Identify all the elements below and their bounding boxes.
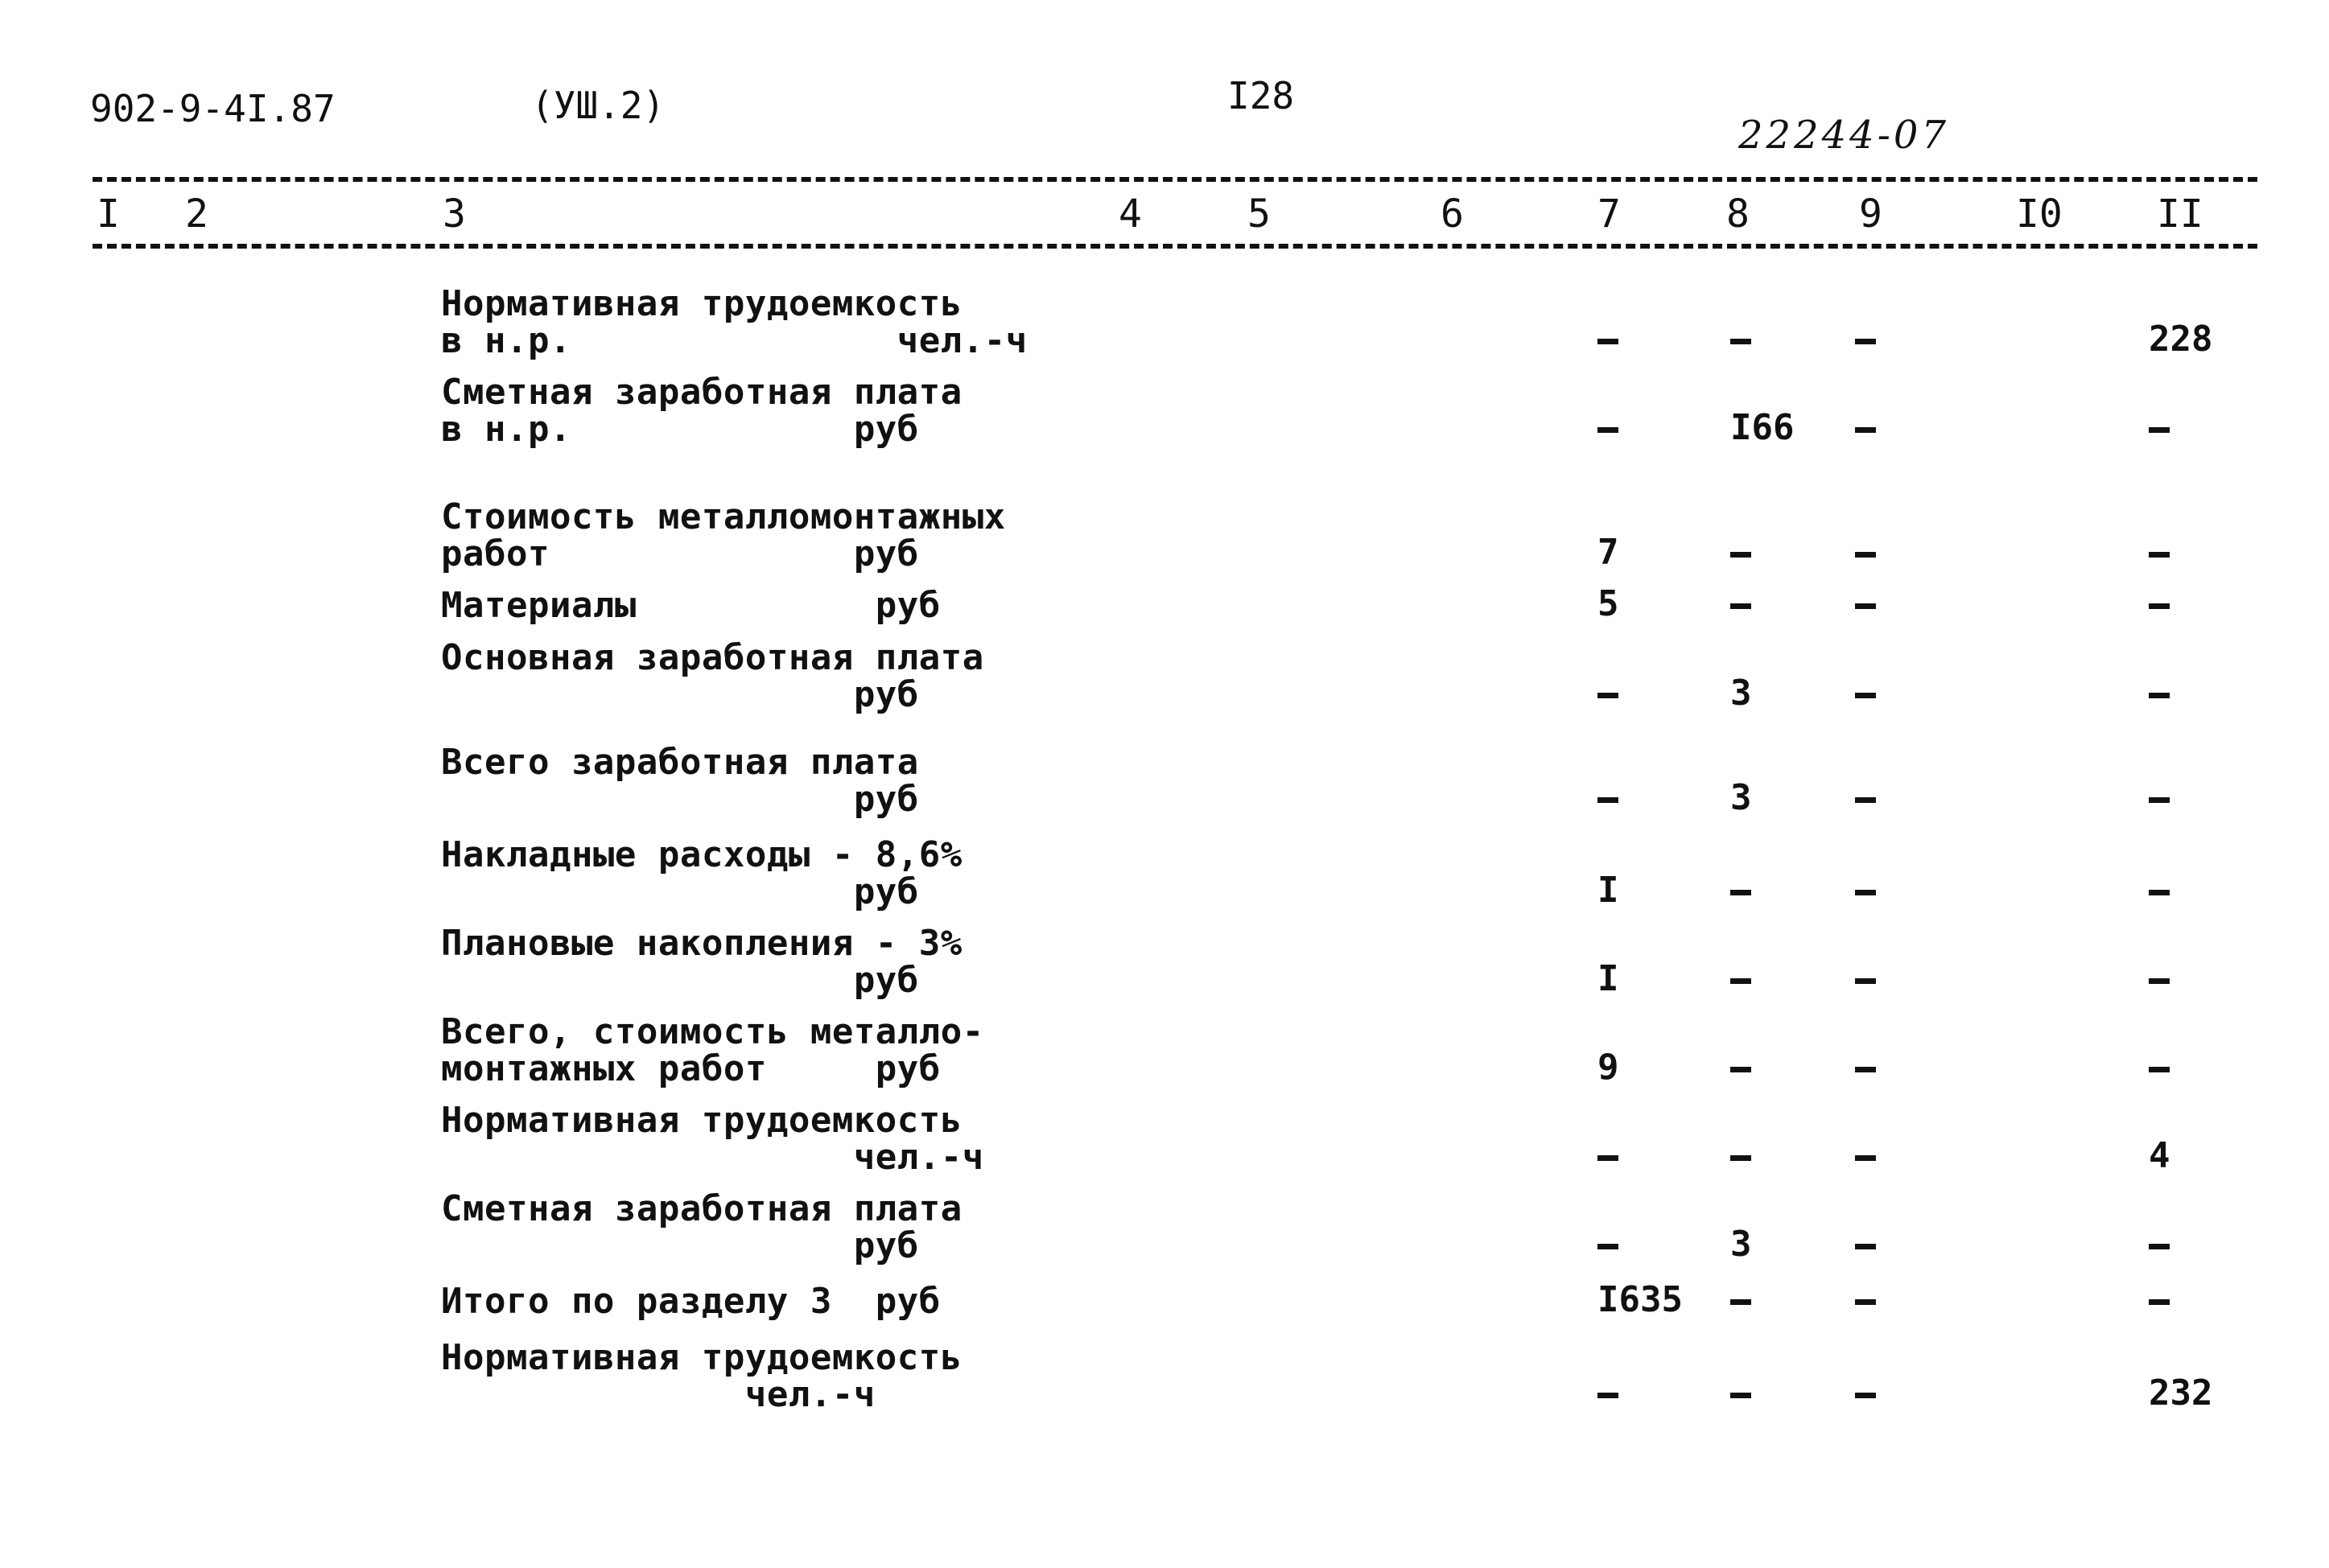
row-description xyxy=(441,496,1006,574)
column-number: 2 xyxy=(185,191,208,237)
column-number: 7 xyxy=(1597,191,1621,237)
header-rule-bottom xyxy=(93,244,2257,249)
empty-dash xyxy=(1855,584,1876,624)
description-line: чел.-ч xyxy=(441,1374,876,1415)
description-line: Плановые накопления - 3% xyxy=(441,923,963,964)
dash-mark xyxy=(1855,797,1876,803)
row-description xyxy=(441,1102,984,1176)
dash-mark xyxy=(1597,1155,1618,1161)
column-number: 6 xyxy=(1441,191,1464,237)
empty-dash xyxy=(1855,319,1876,360)
description-line: в н.р. руб xyxy=(441,409,919,450)
row-description xyxy=(441,1283,941,1320)
description-line: Всего, стоимость металло- xyxy=(441,1011,984,1052)
empty-dash xyxy=(1855,408,1876,448)
value-cell: 3 xyxy=(1730,777,1752,818)
empty-dash xyxy=(1855,1373,1876,1414)
dash-mark xyxy=(1730,890,1751,895)
row-description xyxy=(441,283,1028,361)
description-line: монтажных работ руб xyxy=(441,1048,941,1089)
row-description xyxy=(441,744,919,818)
empty-dash xyxy=(2149,584,2170,624)
value-cell: I xyxy=(1597,870,1619,911)
dash-mark xyxy=(1730,978,1751,984)
dash-mark xyxy=(2149,1299,2170,1305)
empty-dash xyxy=(1730,870,1751,911)
column-number: 9 xyxy=(1859,191,1882,237)
dash-mark xyxy=(1597,339,1618,344)
empty-dash xyxy=(1855,778,1876,818)
empty-dash xyxy=(1597,778,1618,818)
empty-dash xyxy=(2149,959,2170,999)
value-cell: I xyxy=(1597,958,1619,999)
description-line: Материалы руб xyxy=(441,585,941,626)
value-cell: 228 xyxy=(2149,319,2213,360)
dash-mark xyxy=(2149,797,2170,803)
empty-dash xyxy=(1597,319,1618,360)
dash-mark xyxy=(1730,1067,1751,1072)
empty-dash xyxy=(1730,1373,1751,1414)
value-cell: 7 xyxy=(1597,532,1619,573)
empty-dash xyxy=(1855,1280,1876,1320)
dash-mark xyxy=(1730,552,1751,558)
handwritten-number: 22244-07 xyxy=(1738,113,1949,158)
dash-mark xyxy=(1855,1067,1876,1072)
column-number: 5 xyxy=(1247,191,1271,237)
dash-mark xyxy=(1597,797,1618,803)
dash-mark xyxy=(1855,1155,1876,1161)
dash-mark xyxy=(2149,603,2170,609)
page-number: I28 xyxy=(1227,74,1295,117)
dash-mark xyxy=(1730,1155,1751,1161)
empty-dash xyxy=(2149,1280,2170,1320)
row-description xyxy=(441,1337,963,1415)
value-cell: 5 xyxy=(1597,583,1619,624)
row-description xyxy=(441,925,963,999)
description-line: руб xyxy=(441,1225,919,1266)
section-code: (УШ.2) xyxy=(531,84,666,127)
dash-mark xyxy=(2149,693,2170,698)
value-cell: 9 xyxy=(1597,1047,1619,1088)
dash-mark xyxy=(1730,1393,1751,1398)
description-line: руб xyxy=(441,779,919,820)
dash-mark xyxy=(2149,978,2170,984)
empty-dash xyxy=(2149,1047,2170,1088)
dash-mark xyxy=(1730,1299,1751,1305)
value-cell: I66 xyxy=(1730,407,1795,448)
value-cell: 232 xyxy=(2149,1373,2213,1414)
dash-mark xyxy=(1855,603,1876,609)
empty-dash xyxy=(2149,408,2170,448)
row-description xyxy=(441,1188,963,1266)
column-number: 3 xyxy=(443,191,466,237)
dash-mark xyxy=(2149,1067,2170,1072)
description-line: Сметная заработная плата xyxy=(441,372,963,413)
dash-mark xyxy=(1597,1393,1618,1398)
empty-dash xyxy=(1855,959,1876,999)
dash-mark xyxy=(1855,552,1876,558)
empty-dash xyxy=(1730,1047,1751,1088)
dash-mark xyxy=(1597,693,1618,698)
empty-dash xyxy=(1597,1373,1618,1414)
dash-mark xyxy=(1597,427,1618,433)
description-line: в н.р. чел.-ч xyxy=(441,320,1028,361)
empty-dash xyxy=(1855,1136,1876,1176)
row-description xyxy=(441,587,941,624)
dash-mark xyxy=(1855,1244,1876,1249)
description-line: Нормативная трудоемкость xyxy=(441,1100,963,1141)
empty-dash xyxy=(1730,533,1751,573)
empty-dash xyxy=(2149,778,2170,818)
empty-dash xyxy=(1597,1136,1618,1176)
dash-mark xyxy=(2149,552,2170,558)
empty-dash xyxy=(1730,1136,1751,1176)
description-line: руб xyxy=(441,960,919,1001)
description-line: руб xyxy=(441,674,919,715)
empty-dash xyxy=(1730,959,1751,999)
description-line: Нормативная трудоемкость xyxy=(441,283,963,324)
column-number: I0 xyxy=(2016,191,2063,237)
description-line: Нормативная трудоемкость xyxy=(441,1337,963,1378)
description-line: чел.-ч xyxy=(441,1137,984,1178)
value-cell: 3 xyxy=(1730,673,1752,714)
empty-dash xyxy=(1597,673,1618,714)
row-description xyxy=(441,637,984,715)
empty-dash xyxy=(1597,1224,1618,1265)
description-line: Стоимость металломонтажных xyxy=(441,496,1006,537)
empty-dash xyxy=(1597,408,1618,448)
dash-mark xyxy=(1855,978,1876,984)
dash-mark xyxy=(1855,890,1876,895)
empty-dash xyxy=(1730,1280,1751,1320)
description-line: Сметная заработная плата xyxy=(441,1188,963,1229)
row-description xyxy=(441,374,963,448)
dash-mark xyxy=(1730,603,1751,609)
row-description xyxy=(441,1011,984,1089)
dash-mark xyxy=(1855,1393,1876,1398)
document-code: 902-9-4I.87 xyxy=(90,87,336,130)
dash-mark xyxy=(2149,890,2170,895)
dash-mark xyxy=(1855,339,1876,344)
empty-dash xyxy=(1855,870,1876,911)
empty-dash xyxy=(2149,870,2170,911)
description-line: работ руб xyxy=(441,533,919,574)
description-line: руб xyxy=(441,871,919,912)
empty-dash xyxy=(2149,1224,2170,1265)
dash-mark xyxy=(2149,1244,2170,1249)
dash-mark xyxy=(1597,1244,1618,1249)
header-rule-top xyxy=(93,177,2257,182)
column-number: I xyxy=(97,191,120,237)
empty-dash xyxy=(2149,673,2170,714)
row-description xyxy=(441,834,963,912)
empty-dash xyxy=(1855,533,1876,573)
empty-dash xyxy=(1730,319,1751,360)
dash-mark xyxy=(1855,427,1876,433)
column-number: 8 xyxy=(1726,191,1750,237)
empty-dash xyxy=(1855,673,1876,714)
description-line: Итого по разделу 3 руб xyxy=(441,1281,941,1322)
description-line: Основная заработная плата xyxy=(441,637,984,678)
empty-dash xyxy=(1855,1047,1876,1088)
column-number: II xyxy=(2157,191,2203,237)
value-cell: 3 xyxy=(1730,1224,1752,1265)
dash-mark xyxy=(1855,1299,1876,1305)
column-number: 4 xyxy=(1119,191,1142,237)
dash-mark xyxy=(1730,339,1751,344)
value-cell: 4 xyxy=(2149,1135,2170,1176)
empty-dash xyxy=(1855,1224,1876,1265)
value-cell: I635 xyxy=(1597,1279,1683,1320)
description-line: Накладные расходы - 8,6% xyxy=(441,834,963,875)
empty-dash xyxy=(2149,533,2170,573)
description-line: Всего заработная плата xyxy=(441,742,919,783)
dash-mark xyxy=(1855,693,1876,698)
dash-mark xyxy=(2149,427,2170,433)
empty-dash xyxy=(1730,584,1751,624)
